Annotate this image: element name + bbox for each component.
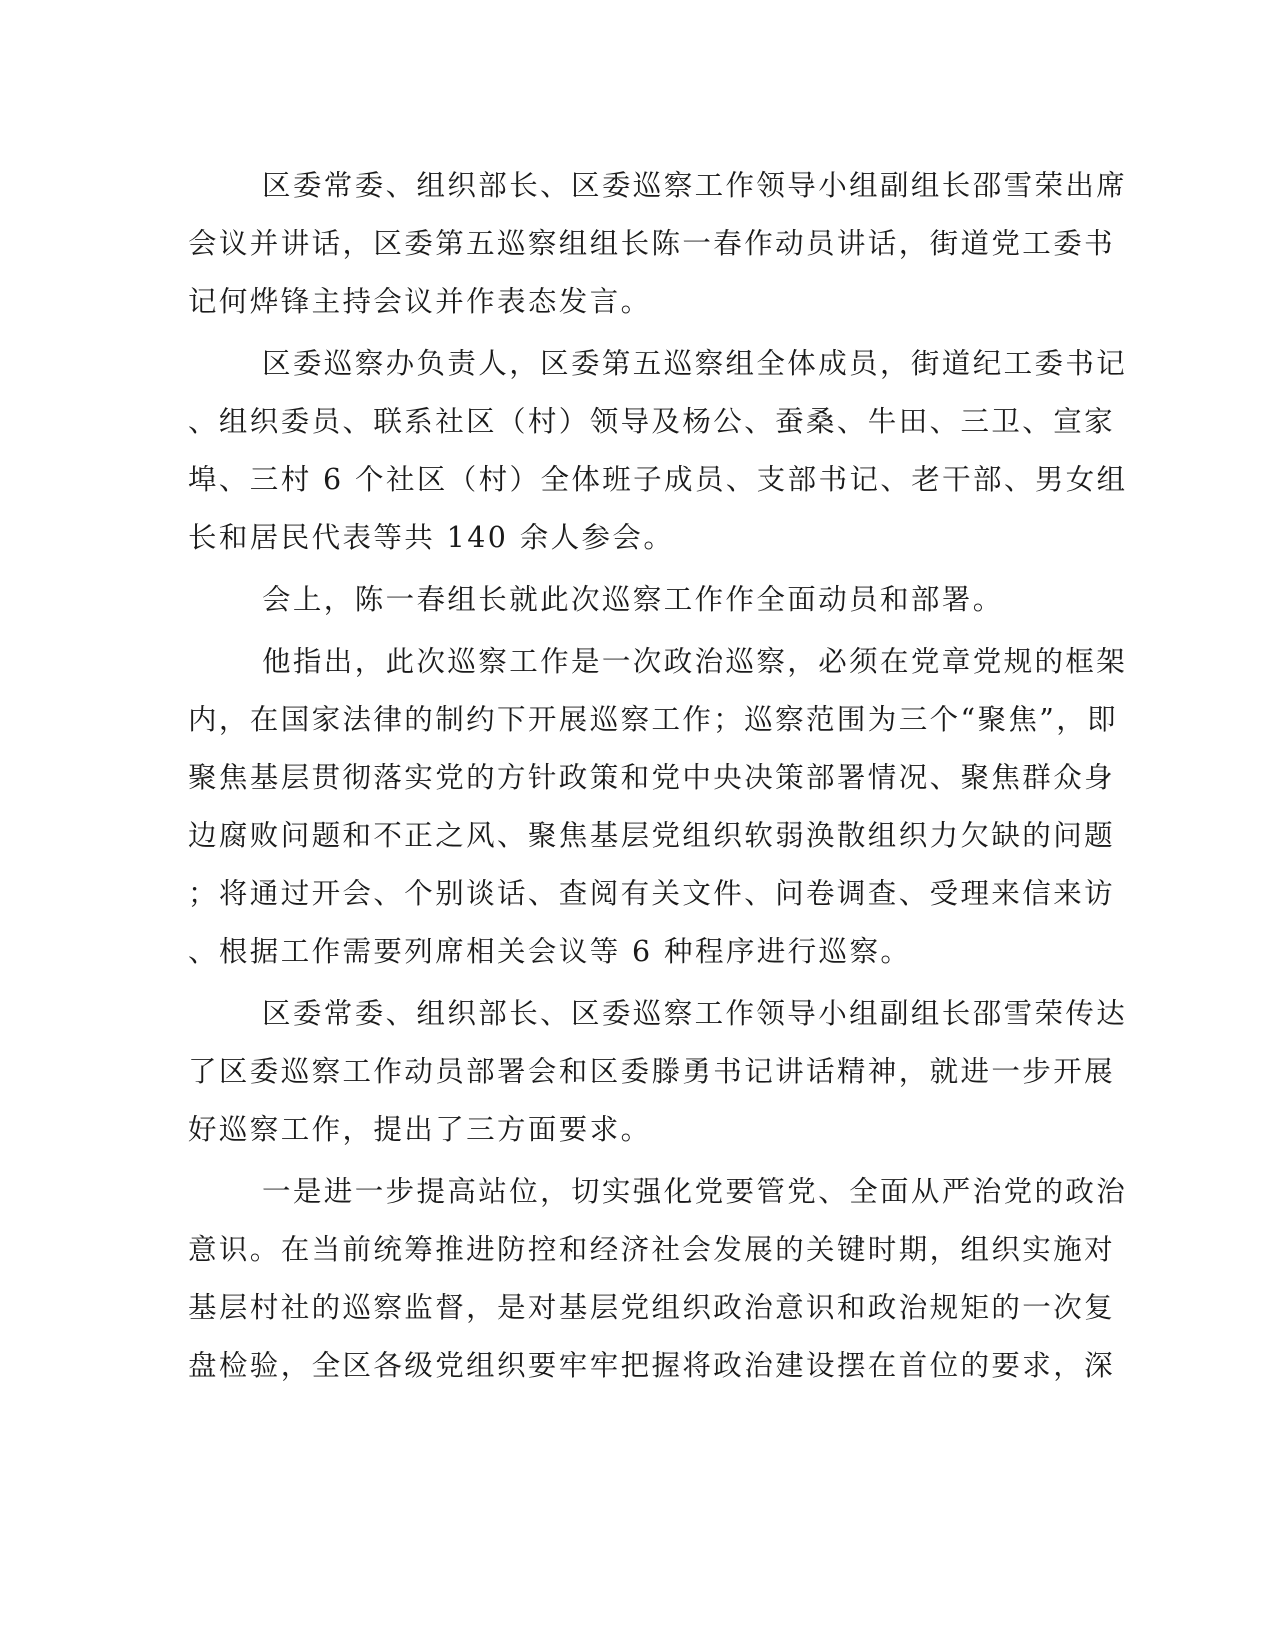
paragraph-line: 盘检验，全区各级党组织要牢牢把握将政治建设摆在首位的要求，深 <box>188 1349 1116 1382</box>
paragraph-line: 了区委巡察工作动员部署会和区委滕勇书记讲话精神，就进一步开展 <box>188 1055 1116 1088</box>
paragraph-line: 基层村社的巡察监督，是对基层党组织政治意识和政治规矩的一次复 <box>188 1291 1116 1324</box>
paragraph-line: 内，在国家法律的制约下开展巡察工作；巡察范围为三个“聚焦”，即 <box>188 703 1119 736</box>
paragraph-line: 长和居民代表等共 140 余人参会。 <box>188 521 675 554</box>
paragraph-line: 区委巡察办负责人，区委第五巡察组全体成员，街道纪工委书记 <box>262 347 1128 380</box>
paragraph-line: 他指出，此次巡察工作是一次政治巡察，必须在党章党规的框架 <box>262 645 1128 678</box>
paragraph-5 <box>188 985 1128 1159</box>
paragraph-3 <box>188 571 1073 629</box>
paragraph-line: 意识。在当前统筹推进防控和经济社会发展的关键时期，组织实施对 <box>188 1233 1116 1266</box>
paragraph-line: 边腐败问题和不正之风、聚焦基层党组织软弱涣散组织力欠缺的问题 <box>188 819 1116 852</box>
document-body <box>188 157 1128 1395</box>
paragraph-line: 区委常委、组织部长、区委巡察工作领导小组副组长邵雪荣传达 <box>262 997 1128 1030</box>
paragraph-6 <box>188 1163 1128 1395</box>
paragraph-line: 记何烨锋主持会议并作表态发言。 <box>188 285 652 318</box>
paragraph-line: 、组织委员、联系社区（村）领导及杨公、蚕桑、牛田、三卫、宣家 <box>188 405 1116 438</box>
paragraph-2 <box>188 335 1128 567</box>
paragraph-line: 一是进一步提高站位，切实强化党要管党、全面从严治党的政治 <box>262 1175 1128 1208</box>
paragraph-1 <box>188 157 1128 331</box>
paragraph-line: 会上，陈一春组长就此次巡察工作作全面动员和部署。 <box>262 583 1004 616</box>
paragraph-line: 好巡察工作，提出了三方面要求。 <box>188 1113 652 1146</box>
paragraph-line: ；将通过开会、个别谈话、查阅有关文件、问卷调查、受理来信来访 <box>188 877 1116 910</box>
paragraph-line: 会议并讲话，区委第五巡察组组长陈一春作动员讲话，街道党工委书 <box>188 227 1116 260</box>
paragraph-line: 聚焦基层贯彻落实党的方针政策和党中央决策部署情况、聚焦群众身 <box>188 761 1116 794</box>
paragraph-line: 、根据工作需要列席相关会议等 6 种程序进行巡察。 <box>188 935 912 968</box>
paragraph-4 <box>188 633 1128 981</box>
paragraph-line: 埠、三村 6 个社区（村）全体班子成员、支部书记、老干部、男女组 <box>188 463 1128 496</box>
paragraph-line: 区委常委、组织部长、区委巡察工作领导小组副组长邵雪荣出席 <box>262 169 1128 202</box>
